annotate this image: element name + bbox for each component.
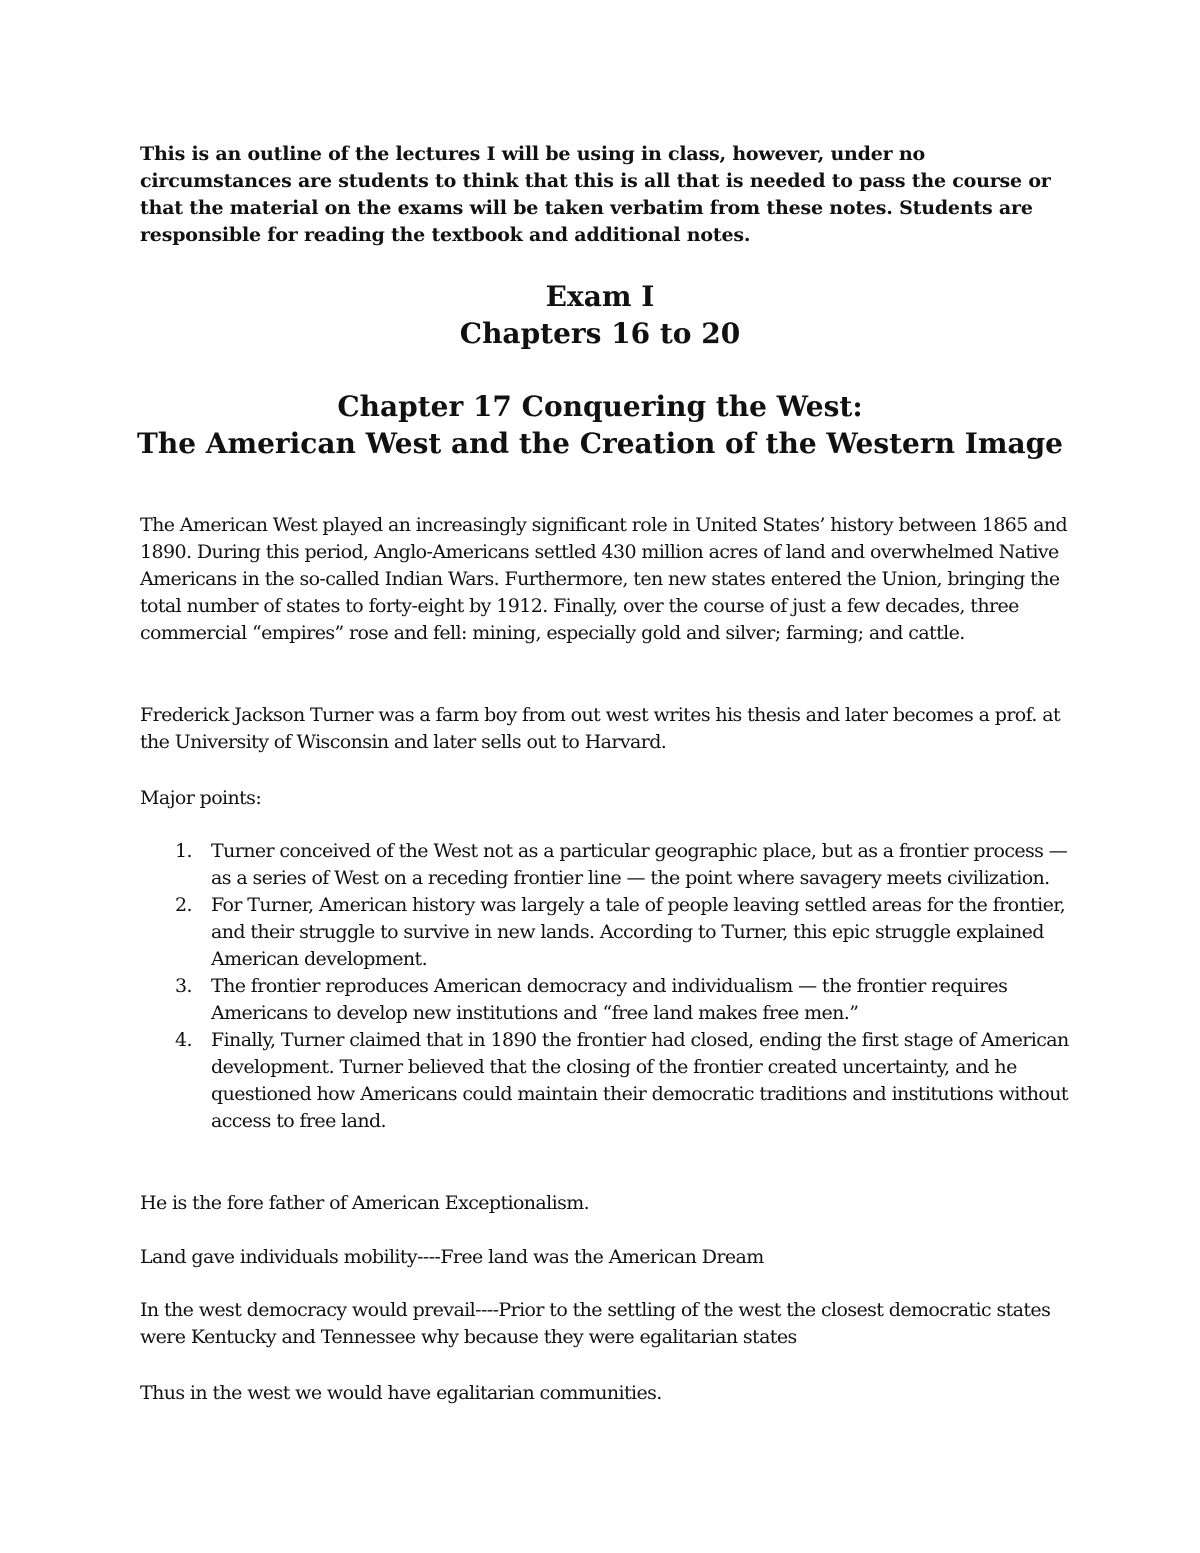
list-item xyxy=(140,1027,1070,1135)
egalitarian-communities-paragraph: Thus in the west we would have egalitarian communities. xyxy=(140,1382,662,1404)
title-spacer xyxy=(0,352,1200,388)
list-item xyxy=(140,973,1070,1027)
list-item-text: For Turner, American history was largely a tale of people leaving settled areas for the frontier, and their struggle to survive in new lands. According to Turner, this epic struggle explained American development. xyxy=(211,894,1066,970)
list-item-text: The frontier reproduces American democracy and individualism — the frontier requires Americans to develop new institutions and “free land makes free men.” xyxy=(211,975,1008,1024)
land-mobility-paragraph: Land gave individuals mobility----Free land was the American Dream xyxy=(140,1246,764,1268)
chapters-range-title: Chapters 16 to 20 xyxy=(459,317,741,350)
fore-father-paragraph: He is the fore father of American Exceptionalism. xyxy=(140,1192,590,1214)
list-item xyxy=(140,838,1070,892)
chapter-subtitle: The American West and the Creation of the Western Image xyxy=(137,427,1063,460)
list-item-text: Finally, Turner claimed that in 1890 the frontier had closed, ending the first stage of American development. Turner believed that the closing of the frontier created uncertainty, and he questioned how Americans could maintain their democratic traditions and institutions without access to free land. xyxy=(211,1029,1069,1132)
list-item xyxy=(140,892,1070,973)
turner-paragraph: Frederick Jackson Turner was a farm boy from out west writes his thesis and later becomes a prof. at the University of Wisconsin and later sells out to Harvard. xyxy=(140,704,1061,753)
title-block xyxy=(0,278,1200,462)
list-item-number: 2. xyxy=(175,894,192,916)
major-points-list xyxy=(140,838,1070,1135)
chapter-title: Chapter 17 Conquering the West: xyxy=(337,390,863,423)
list-item-number: 4. xyxy=(175,1029,192,1051)
list-item-number: 1. xyxy=(175,840,192,862)
major-points-label: Major points: xyxy=(140,787,262,809)
disclaimer-paragraph: This is an outline of the lectures I will be using in class, however, under no circumstances are students to think that this is all that is needed to pass the course or that the material on the exams will be taken verbatim from these notes. Students are responsible for reading the textbook and additional notes. xyxy=(140,143,1051,246)
intro-paragraph: The American West played an increasingly significant role in United States’ history between 1865 and 1890. During this period, Anglo-Americans settled 430 million acres of land and overwhelmed Native Americans in the so-called Indian Wars. Furthermore, ten new states entered the Union, bringing the total number of states to forty-eight by 1912. Finally, over the course of just a few decades, three commercial “empires” rose and fell: mining, especially gold and silver; farming; and cattle. xyxy=(140,514,1068,644)
exam-title: Exam I xyxy=(545,280,655,313)
list-item-text: Turner conceived of the West not as a particular geographic place, but as a frontier process — as a series of West on a receding frontier line — the point where savagery meets civilization. xyxy=(211,840,1068,889)
west-democracy-paragraph: In the west democracy would prevail----Prior to the settling of the west the closest democratic states were Kentucky and Tennessee why because they were egalitarian states xyxy=(140,1299,1051,1348)
list-item-number: 3. xyxy=(175,975,192,997)
